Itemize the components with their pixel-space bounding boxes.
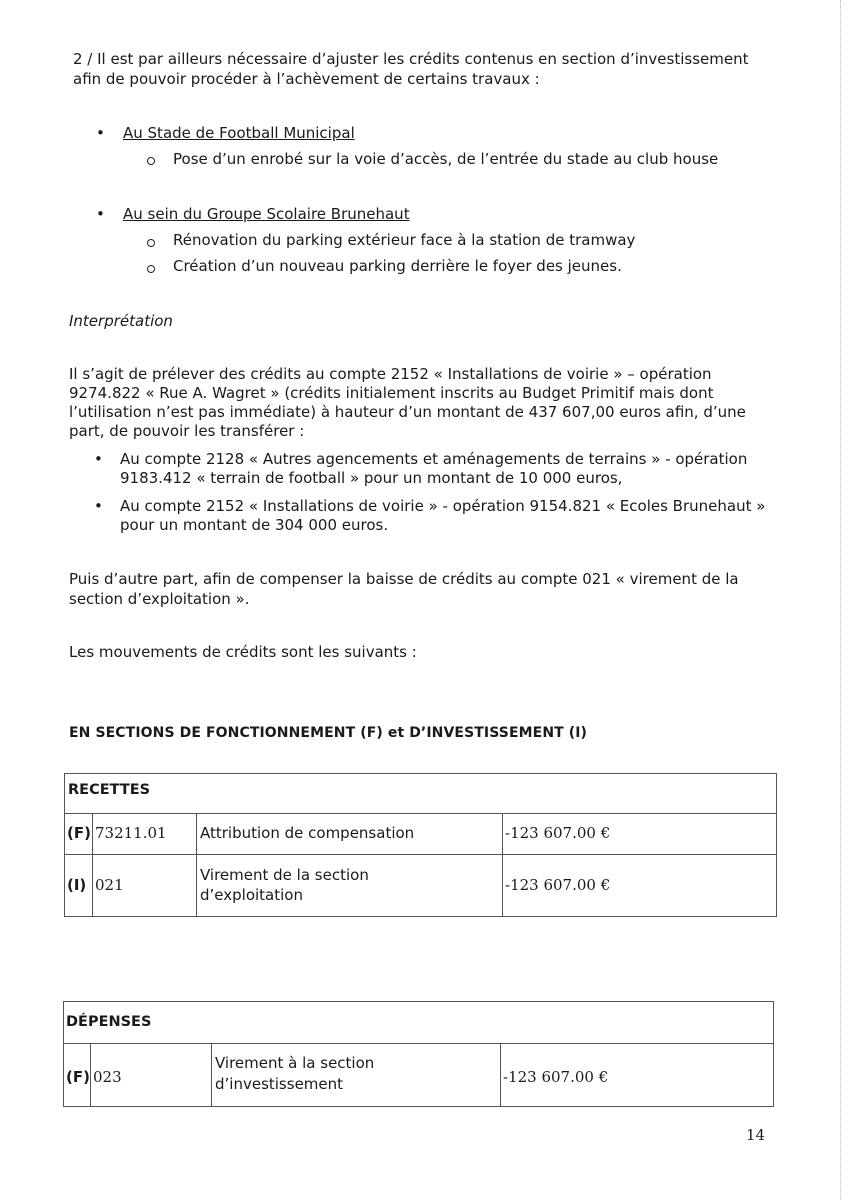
transfer-bullet-2-line-1: Au compte 2152 « Installations de voirie » - opération 9154.821 « Ecoles Brunehaut »: [120, 497, 766, 515]
row-label: Attribution de compensation: [200, 824, 415, 842]
table-border: [64, 773, 65, 916]
transfer-bullet-1-line-2: 9183.412 « terrain de football » pour un montant de 10 000 euros,: [120, 469, 623, 487]
bullet-dot: •: [94, 497, 103, 515]
table-border: [64, 773, 777, 774]
works-item-stade-1: Pose d’un enrobé sur la voie d’accès, de l’entrée du stade au club house: [173, 150, 719, 168]
row-account: 021: [95, 876, 124, 894]
bullet-dot: •: [96, 124, 105, 142]
table-border: [63, 1001, 774, 1002]
interpretation-line-2: 9274.822 « Rue A. Wagret » (crédits initialement inscrits au Budget Primitif mais dont: [69, 384, 714, 402]
interpretation-line-4: part, de pouvoir les transférer :: [69, 422, 305, 440]
transfer-bullet-2-line-2: pour un montant de 304 000 euros.: [120, 516, 389, 534]
row-amount: -123 607.00 €: [505, 824, 611, 842]
page-number: 14: [746, 1126, 766, 1144]
row-amount: -123 607.00 €: [503, 1068, 609, 1086]
table-border: [64, 854, 777, 855]
table-border: [773, 1001, 774, 1106]
row-label-line-1: Virement de la section: [200, 866, 369, 884]
compensate-line-2: section d’exploitation ».: [69, 590, 250, 608]
recettes-title: RECETTES: [68, 782, 151, 798]
sub-bullet-circle: [147, 239, 155, 247]
works-title-stade: Au Stade de Football Municipal: [123, 124, 355, 142]
table-border: [211, 1043, 212, 1106]
works-title-brunehaut: Au sein du Groupe Scolaire Brunehaut: [123, 205, 410, 223]
row-section: (F): [67, 824, 91, 842]
scan-edge: [840, 0, 841, 1200]
bullet-dot: •: [94, 450, 103, 468]
movements-line: Les mouvements de crédits sont les suivants :: [69, 643, 417, 661]
row-label-line-2: d’exploitation: [200, 886, 303, 904]
sub-bullet-circle: [147, 157, 155, 165]
table-border: [63, 1106, 774, 1107]
table-border: [63, 1001, 64, 1106]
interpretation-line-3: l’utilisation n’est pas immédiate) à hauteur d’un montant de 437 607,00 euros afin, d’une: [69, 403, 746, 421]
table-border: [502, 813, 503, 916]
interpretation-line-1: Il s’agit de prélever des crédits au compte 2152 « Installations de voirie » – opération: [69, 365, 712, 383]
table-border: [776, 773, 777, 916]
intro-line-1: 2 / Il est par ailleurs nécessaire d’ajuster les crédits contenus en section d’investissement: [73, 50, 749, 68]
section-title: EN SECTIONS DE FONCTIONNEMENT (F) et D’INVESTISSEMENT (I): [69, 725, 588, 741]
works-item-brunehaut-2: Création d’un nouveau parking derrière le foyer des jeunes.: [173, 257, 622, 275]
table-border: [64, 813, 777, 814]
table-border: [64, 916, 777, 917]
row-section: (F): [66, 1068, 90, 1086]
depenses-title: DÉPENSES: [66, 1014, 152, 1030]
row-label-line-1: Virement à la section: [215, 1054, 375, 1072]
row-section: (I): [67, 876, 87, 894]
table-border: [500, 1043, 501, 1106]
interpretation-heading: Interprétation: [69, 312, 173, 330]
bullet-dot: •: [96, 205, 105, 223]
sub-bullet-circle: [147, 265, 155, 273]
table-border: [92, 813, 93, 916]
table-border: [196, 813, 197, 916]
row-account: 73211.01: [95, 824, 167, 842]
transfer-bullet-1-line-1: Au compte 2128 « Autres agencements et aménagements de terrains » - opération: [120, 450, 748, 468]
intro-line-2: afin de pouvoir procéder à l’achèvement de certains travaux :: [73, 70, 540, 88]
table-border: [63, 1043, 774, 1044]
row-account: 023: [93, 1068, 122, 1086]
works-item-brunehaut-1: Rénovation du parking extérieur face à la station de tramway: [173, 231, 636, 249]
row-label-line-2: d’investissement: [215, 1075, 344, 1093]
compensate-line-1: Puis d’autre part, afin de compenser la baisse de crédits au compte 021 « virement de la: [69, 570, 739, 588]
table-border: [90, 1043, 91, 1106]
row-amount: -123 607.00 €: [505, 876, 611, 894]
